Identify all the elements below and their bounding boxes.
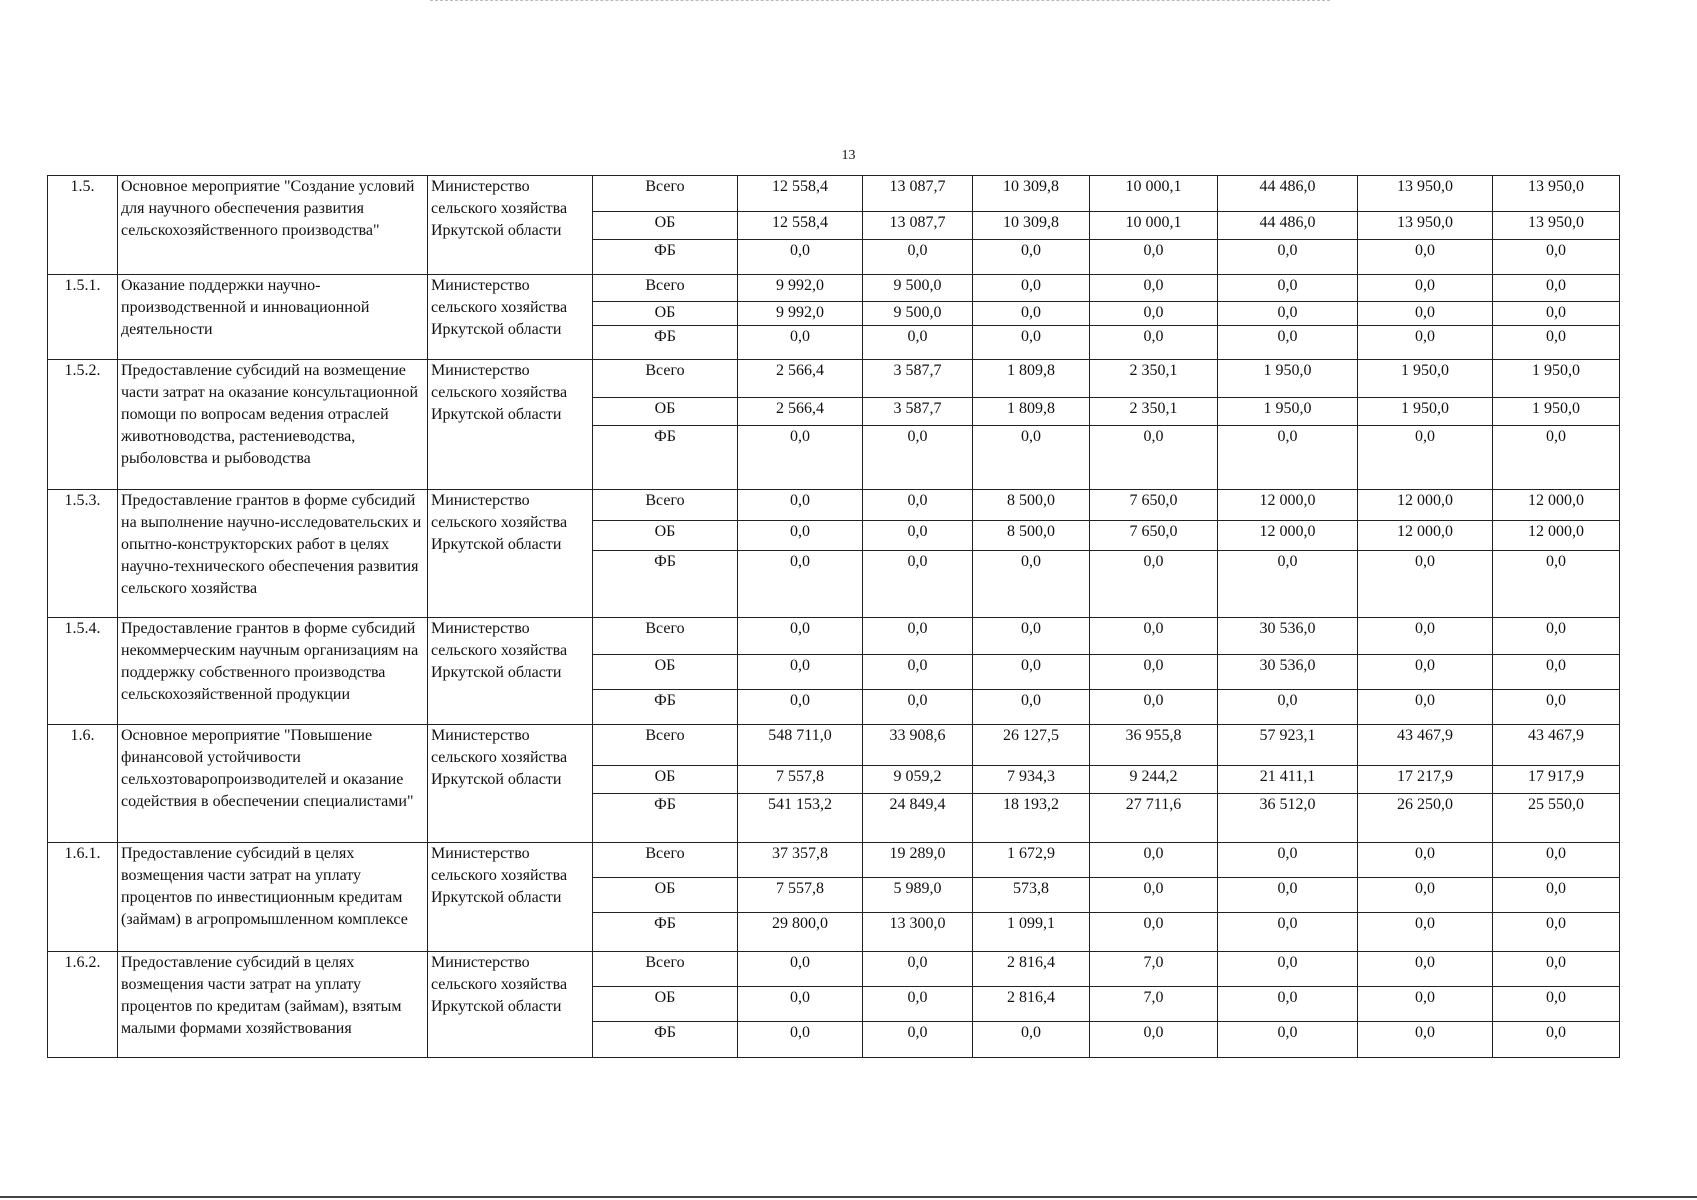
amount-cell: 7,0 [1090,952,1218,987]
row-number: 1.5.1. [48,275,118,360]
funding-source: Всего [593,275,738,302]
table-row [48,176,1620,212]
amount-cell: 0,0 [863,490,973,521]
amount-cell: 1 809,8 [973,360,1090,398]
amount-cell: 0,0 [863,551,973,618]
amount-cell: 0,0 [973,690,1090,725]
amount-cell: 0,0 [1493,551,1620,618]
amount-cell: 13 087,7 [863,212,973,240]
amount-cell: 1 950,0 [1218,398,1358,426]
amount-cell: 0,0 [863,618,973,655]
scan-top-rule [430,0,1330,2]
amount-cell: 0,0 [1090,302,1218,326]
amount-cell: 0,0 [1358,426,1493,490]
amount-cell: 0,0 [1358,275,1493,302]
amount-cell: 0,0 [1493,987,1620,1022]
amount-cell: 17 217,9 [1358,766,1493,794]
amount-cell: 0,0 [863,326,973,360]
amount-cell: 0,0 [1358,302,1493,326]
amount-cell: 0,0 [738,1022,863,1058]
amount-cell: 18 193,2 [973,794,1090,843]
amount-cell: 0,0 [1358,326,1493,360]
amount-cell: 0,0 [1358,551,1493,618]
funding-source: Всего [593,360,738,398]
funding-source: Всего [593,490,738,521]
amount-cell: 0,0 [1358,690,1493,725]
amount-cell: 0,0 [738,618,863,655]
amount-cell: 0,0 [1493,302,1620,326]
amount-cell: 0,0 [738,240,863,275]
amount-cell: 21 411,1 [1218,766,1358,794]
amount-cell: 10 000,1 [1090,212,1218,240]
amount-cell: 0,0 [1358,240,1493,275]
funding-source: ФБ [593,794,738,843]
amount-cell: 0,0 [1218,878,1358,913]
amount-cell: 30 536,0 [1218,618,1358,655]
amount-cell: 26 250,0 [1358,794,1493,843]
amount-cell: 13 950,0 [1493,176,1620,212]
row-number: 1.6. [48,725,118,843]
amount-cell: 12 000,0 [1358,490,1493,521]
responsible-executor: Министерство сельского хозяйства Иркутской области [428,176,593,275]
funding-source: ОБ [593,398,738,426]
amount-cell: 548 711,0 [738,725,863,766]
amount-cell: 1 099,1 [973,913,1090,952]
amount-cell: 5 989,0 [863,878,973,913]
amount-cell: 0,0 [738,987,863,1022]
funding-source: ФБ [593,913,738,952]
amount-cell: 25 550,0 [1493,794,1620,843]
amount-cell: 8 500,0 [973,521,1090,551]
amount-cell: 0,0 [863,690,973,725]
amount-cell: 7 650,0 [1090,521,1218,551]
amount-cell: 0,0 [973,302,1090,326]
amount-cell: 8 500,0 [973,490,1090,521]
responsible-executor: Министерство сельского хозяйства Иркутской области [428,360,593,490]
amount-cell: 0,0 [1493,913,1620,952]
amount-cell: 0,0 [863,1022,973,1058]
amount-cell: 2 816,4 [973,987,1090,1022]
amount-cell: 0,0 [738,551,863,618]
amount-cell: 10 309,8 [973,212,1090,240]
table-row [48,360,1620,398]
activity-name: Оказание поддержки научно-производственной и инновационной деятельности [118,275,428,360]
amount-cell: 0,0 [973,1022,1090,1058]
amount-cell: 0,0 [1218,240,1358,275]
responsible-executor: Министерство сельского хозяйства Иркутской области [428,490,593,618]
funding-source: ФБ [593,551,738,618]
amount-cell: 12 000,0 [1358,521,1493,551]
activity-name: Предоставление субсидий на возмещение части затрат на оказание консультационной помощи по вопросам ведения отраслей животноводства, растениеводства, рыболовства и рыбоводства [118,360,428,490]
activity-name: Предоставление грантов в форме субсидий на выполнение научно-исследовательских и опытно-конструкторских работ в целях научно-технического обеспечения развития сельского хозяйства [118,490,428,618]
amount-cell: 0,0 [973,551,1090,618]
amount-cell: 7 934,3 [973,766,1090,794]
amount-cell: 0,0 [1493,426,1620,490]
responsible-executor: Министерство сельского хозяйства Иркутской области [428,275,593,360]
scan-bottom-rule [0,1196,1697,1198]
amount-cell: 12 000,0 [1493,521,1620,551]
activity-name: Основное мероприятие "Создание условий для научного обеспечения развития сельскохозяйственного производства" [118,176,428,275]
amount-cell: 0,0 [1493,240,1620,275]
amount-cell: 36 512,0 [1218,794,1358,843]
amount-cell: 1 950,0 [1493,360,1620,398]
amount-cell: 0,0 [1218,1022,1358,1058]
amount-cell: 13 087,7 [863,176,973,212]
funding-source: ФБ [593,426,738,490]
activity-name: Предоставление субсидий в целях возмещения части затрат на уплату процентов по инвестиционным кредитам (займам) в агропромышленном комплексе [118,843,428,952]
amount-cell: 0,0 [1493,952,1620,987]
amount-cell: 29 800,0 [738,913,863,952]
amount-cell: 541 153,2 [738,794,863,843]
amount-cell: 0,0 [973,326,1090,360]
amount-cell: 2 816,4 [973,952,1090,987]
amount-cell: 0,0 [973,426,1090,490]
amount-cell: 0,0 [1090,690,1218,725]
amount-cell: 0,0 [738,690,863,725]
amount-cell: 7 557,8 [738,766,863,794]
row-number: 1.5.2. [48,360,118,490]
amount-cell: 12 000,0 [1218,521,1358,551]
amount-cell: 0,0 [738,952,863,987]
amount-cell: 9 244,2 [1090,766,1218,794]
amount-cell: 0,0 [738,326,863,360]
amount-cell: 0,0 [1218,913,1358,952]
amount-cell: 0,0 [1358,878,1493,913]
amount-cell: 57 923,1 [1218,725,1358,766]
funding-source: ФБ [593,1022,738,1058]
responsible-executor: Министерство сельского хозяйства Иркутской области [428,725,593,843]
amount-cell: 0,0 [1090,551,1218,618]
amount-cell: 7 650,0 [1090,490,1218,521]
amount-cell: 9 992,0 [738,275,863,302]
amount-cell: 1 950,0 [1358,360,1493,398]
row-number: 1.5. [48,176,118,275]
table-row [48,725,1620,766]
amount-cell: 19 289,0 [863,843,973,878]
funding-source: Всего [593,843,738,878]
amount-cell: 0,0 [1493,690,1620,725]
amount-cell: 12 000,0 [1218,490,1358,521]
amount-cell: 1 950,0 [1493,398,1620,426]
amount-cell: 44 486,0 [1218,212,1358,240]
funding-source: Всего [593,176,738,212]
amount-cell: 43 467,9 [1493,725,1620,766]
table-row [48,952,1620,987]
funding-source: ФБ [593,240,738,275]
amount-cell: 12 558,4 [738,212,863,240]
amount-cell: 2 350,1 [1090,360,1218,398]
amount-cell: 0,0 [1358,952,1493,987]
amount-cell: 33 908,6 [863,725,973,766]
funding-source: ОБ [593,302,738,326]
amount-cell: 37 357,8 [738,843,863,878]
amount-cell: 0,0 [973,618,1090,655]
amount-cell: 0,0 [1218,952,1358,987]
budget-table [47,175,1620,1058]
funding-source: ФБ [593,326,738,360]
amount-cell: 36 955,8 [1090,725,1218,766]
amount-cell: 0,0 [1218,426,1358,490]
amount-cell: 0,0 [1218,690,1358,725]
amount-cell: 9 500,0 [863,302,973,326]
amount-cell: 0,0 [1090,843,1218,878]
activity-name: Предоставление субсидий в целях возмещения части затрат на уплату процентов по кредитам (займам), взятым малыми формами хозяйствования [118,952,428,1058]
amount-cell: 0,0 [738,655,863,690]
funding-source: Всего [593,618,738,655]
amount-cell: 0,0 [1218,843,1358,878]
amount-cell: 0,0 [1090,275,1218,302]
amount-cell: 10 000,1 [1090,176,1218,212]
amount-cell: 43 467,9 [1358,725,1493,766]
funding-source: ОБ [593,987,738,1022]
amount-cell: 13 300,0 [863,913,973,952]
amount-cell: 0,0 [738,521,863,551]
funding-source: ФБ [593,690,738,725]
amount-cell: 12 000,0 [1493,490,1620,521]
amount-cell: 9 500,0 [863,275,973,302]
amount-cell: 0,0 [1218,275,1358,302]
responsible-executor: Министерство сельского хозяйства Иркутской области [428,618,593,725]
amount-cell: 0,0 [863,426,973,490]
amount-cell: 0,0 [863,521,973,551]
amount-cell: 0,0 [863,240,973,275]
amount-cell: 0,0 [973,240,1090,275]
amount-cell: 0,0 [1358,1022,1493,1058]
amount-cell: 0,0 [1358,655,1493,690]
funding-source: ОБ [593,212,738,240]
amount-cell: 0,0 [1218,302,1358,326]
amount-cell: 1 809,8 [973,398,1090,426]
amount-cell: 13 950,0 [1493,212,1620,240]
amount-cell: 0,0 [1090,878,1218,913]
funding-source: ОБ [593,878,738,913]
amount-cell: 0,0 [1090,240,1218,275]
amount-cell: 9 992,0 [738,302,863,326]
table-row [48,275,1620,302]
amount-cell: 27 711,6 [1090,794,1218,843]
amount-cell: 1 950,0 [1358,398,1493,426]
table-row [48,618,1620,655]
amount-cell: 0,0 [1493,618,1620,655]
amount-cell: 13 950,0 [1358,176,1493,212]
amount-cell: 1 672,9 [973,843,1090,878]
amount-cell: 0,0 [863,655,973,690]
amount-cell: 12 558,4 [738,176,863,212]
funding-source: ОБ [593,766,738,794]
funding-source: Всего [593,952,738,987]
amount-cell: 0,0 [1493,275,1620,302]
amount-cell: 0,0 [1358,843,1493,878]
amount-cell: 0,0 [1218,987,1358,1022]
amount-cell: 2 350,1 [1090,398,1218,426]
table-row [48,490,1620,521]
amount-cell: 0,0 [1090,426,1218,490]
amount-cell: 7,0 [1090,987,1218,1022]
activity-name: Предоставление грантов в форме субсидий некоммерческим научным организациям на поддержку собственного производства сельскохозяйственной продукции [118,618,428,725]
amount-cell: 17 917,9 [1493,766,1620,794]
amount-cell: 0,0 [738,426,863,490]
amount-cell: 0,0 [863,987,973,1022]
row-number: 1.6.1. [48,843,118,952]
amount-cell: 0,0 [1493,326,1620,360]
funding-source: Всего [593,725,738,766]
amount-cell: 3 587,7 [863,360,973,398]
responsible-executor: Министерство сельского хозяйства Иркутской области [428,952,593,1058]
funding-source: ОБ [593,655,738,690]
amount-cell: 13 950,0 [1358,212,1493,240]
amount-cell: 0,0 [1493,1022,1620,1058]
amount-cell: 573,8 [973,878,1090,913]
amount-cell: 0,0 [1090,655,1218,690]
amount-cell: 2 566,4 [738,398,863,426]
amount-cell: 0,0 [863,952,973,987]
amount-cell: 0,0 [1090,913,1218,952]
amount-cell: 0,0 [1090,326,1218,360]
amount-cell: 26 127,5 [973,725,1090,766]
amount-cell: 44 486,0 [1218,176,1358,212]
responsible-executor: Министерство сельского хозяйства Иркутской области [428,843,593,952]
table-row [48,843,1620,878]
amount-cell: 9 059,2 [863,766,973,794]
amount-cell: 0,0 [973,275,1090,302]
amount-cell: 30 536,0 [1218,655,1358,690]
amount-cell: 10 309,8 [973,176,1090,212]
amount-cell: 0,0 [1493,655,1620,690]
amount-cell: 0,0 [973,655,1090,690]
amount-cell: 0,0 [1090,618,1218,655]
row-number: 1.6.2. [48,952,118,1058]
amount-cell: 0,0 [1358,987,1493,1022]
amount-cell: 3 587,7 [863,398,973,426]
amount-cell: 0,0 [1493,843,1620,878]
amount-cell: 0,0 [1493,878,1620,913]
amount-cell: 1 950,0 [1218,360,1358,398]
funding-source: ОБ [593,521,738,551]
amount-cell: 0,0 [1358,913,1493,952]
amount-cell: 0,0 [1218,551,1358,618]
row-number: 1.5.4. [48,618,118,725]
row-number: 1.5.3. [48,490,118,618]
amount-cell: 0,0 [1090,1022,1218,1058]
page-number: 13 [841,148,856,163]
amount-cell: 0,0 [1358,618,1493,655]
amount-cell: 2 566,4 [738,360,863,398]
amount-cell: 0,0 [1218,326,1358,360]
amount-cell: 7 557,8 [738,878,863,913]
amount-cell: 24 849,4 [863,794,973,843]
amount-cell: 0,0 [738,490,863,521]
activity-name: Основное мероприятие "Повышение финансовой устойчивости сельхозтоваропроизводителей и оказание содействия в обеспечении специалистами" [118,725,428,843]
